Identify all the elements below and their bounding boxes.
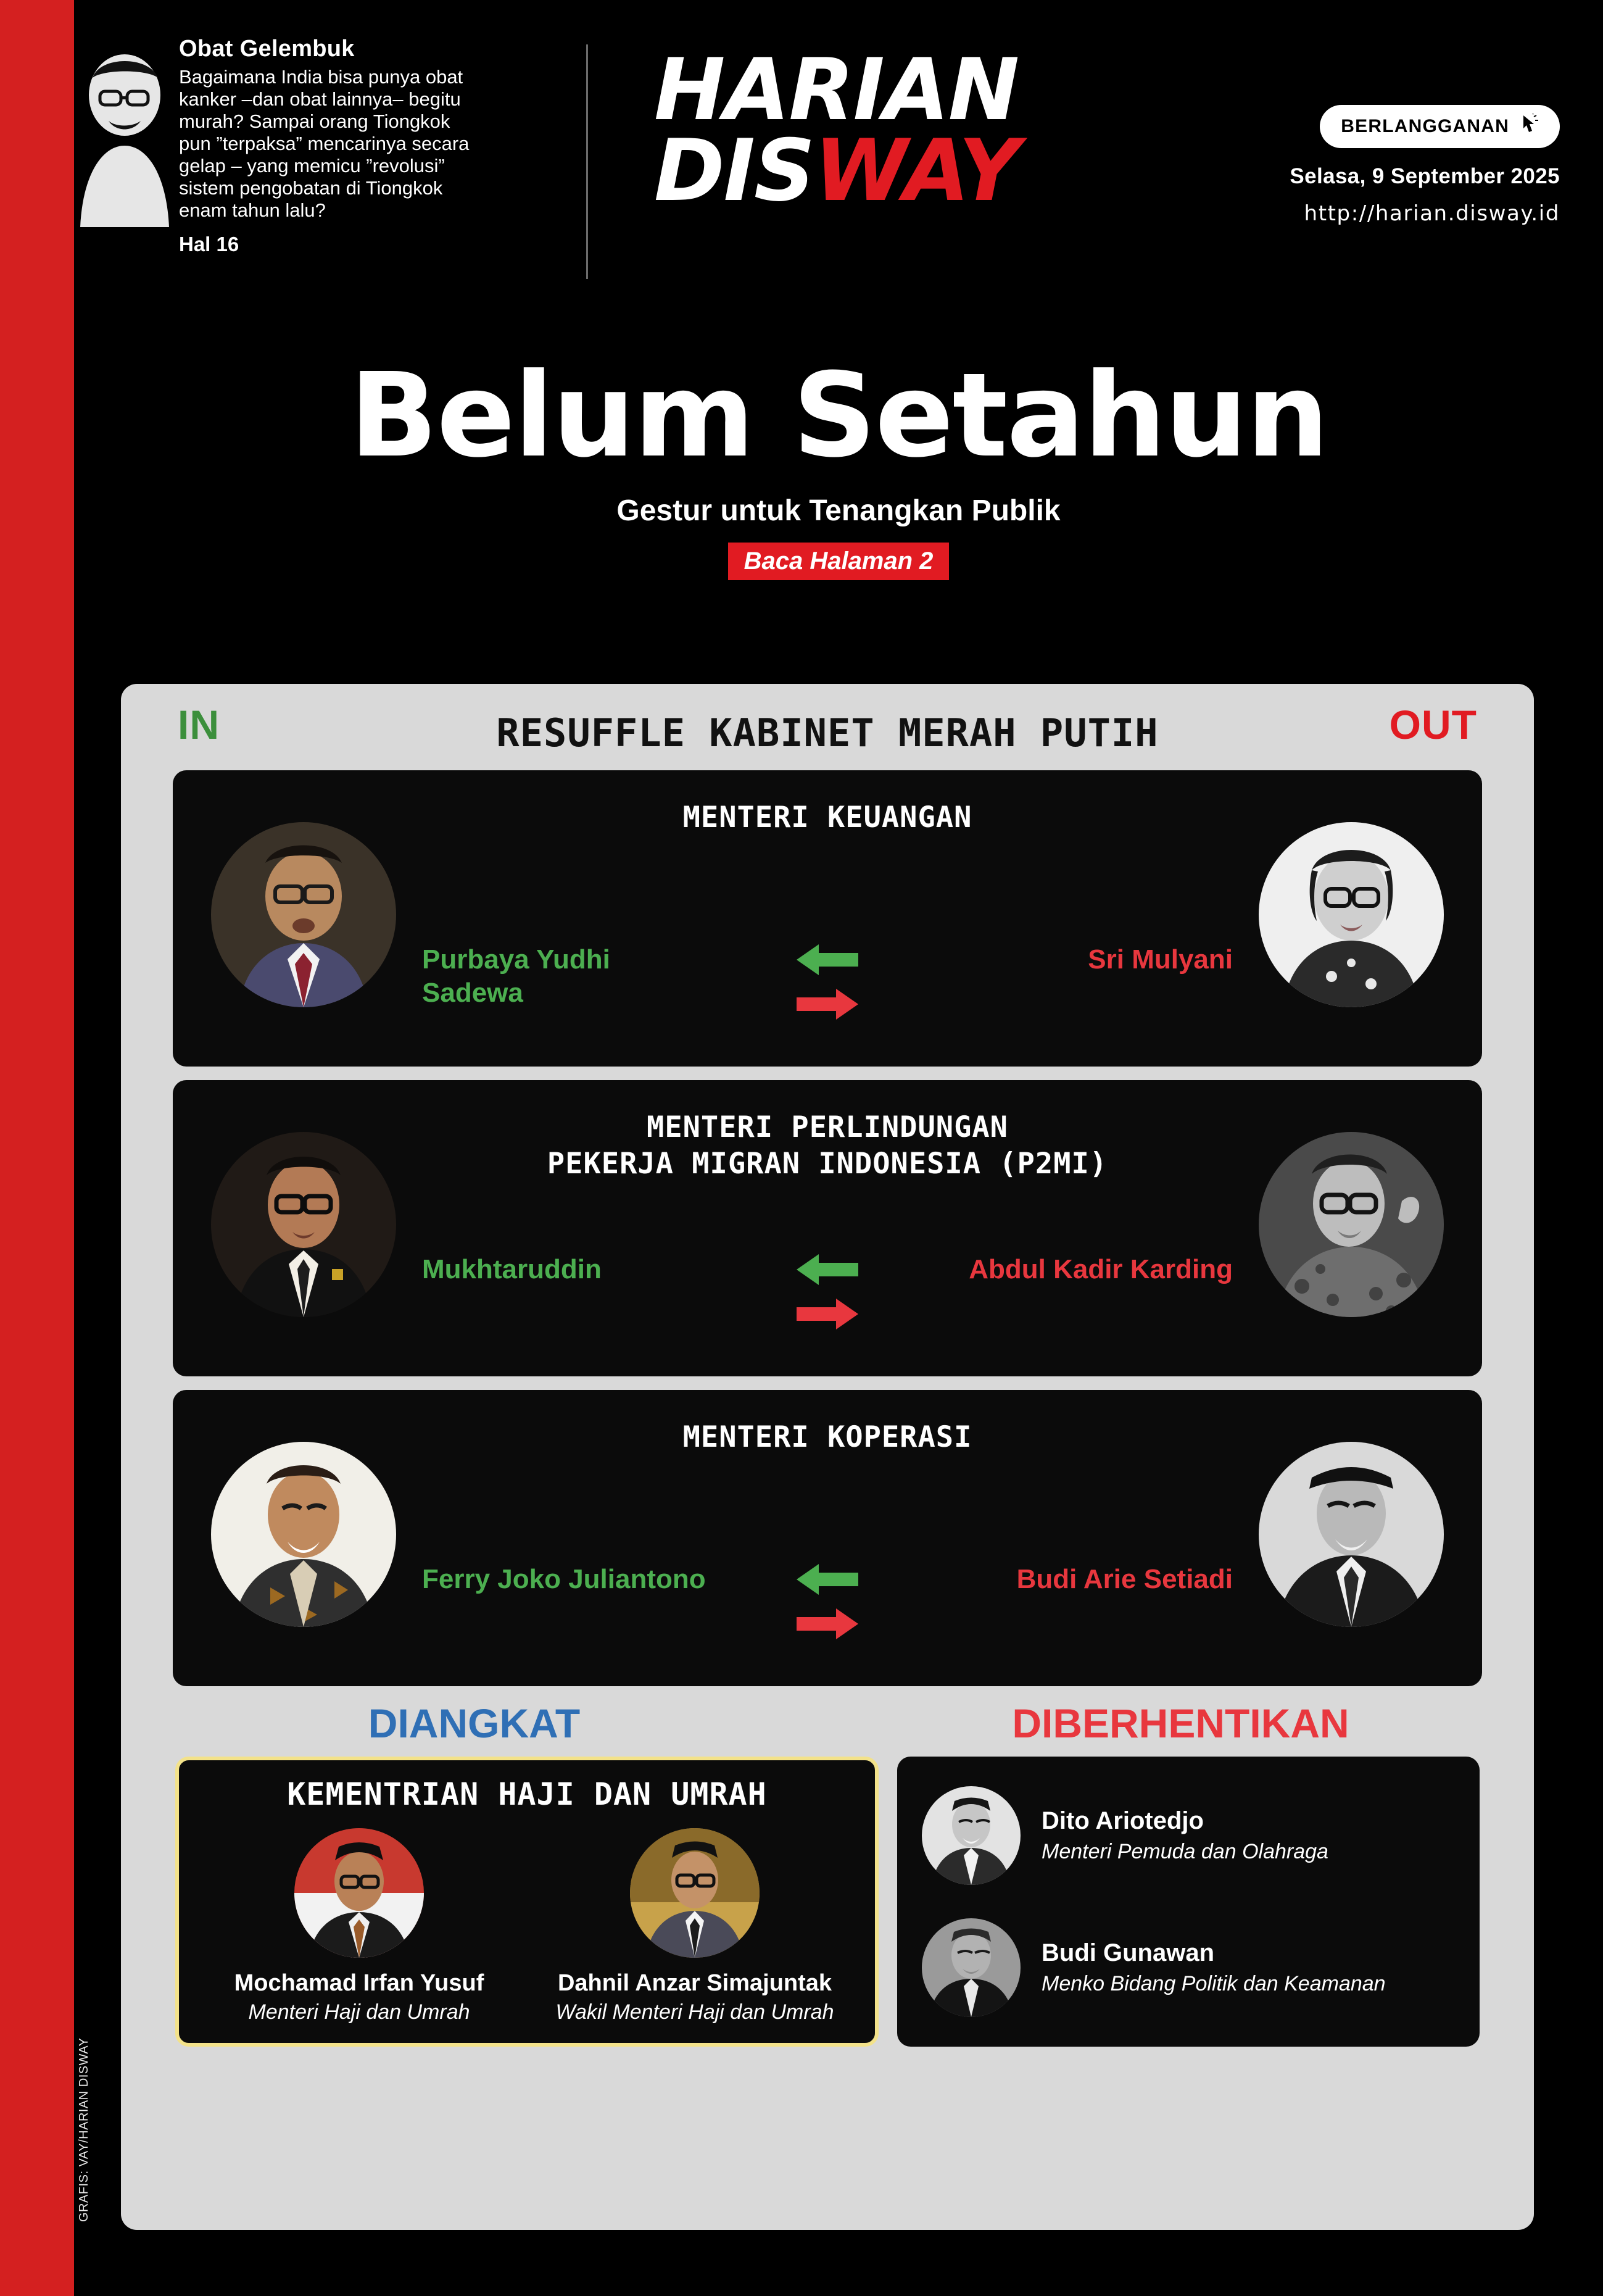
subscribe-label: BERLANGGANAN (1341, 116, 1509, 136)
avatar (211, 1442, 396, 1627)
red-spine (0, 0, 74, 2296)
dismissed-box (897, 1757, 1480, 2047)
swap-arrows (793, 1562, 862, 1642)
appointee-name: Dahnil Anzar Simajuntak (557, 1970, 832, 1996)
dismissed-info (1042, 1807, 1328, 1864)
infographic-header (121, 684, 1534, 770)
headline-block (74, 348, 1603, 580)
cursor-click-icon (1518, 114, 1539, 139)
dismissed-name: Budi Gunawan (1042, 1939, 1214, 1966)
outgoing-name: Budi Arie Setiadi (1016, 1564, 1233, 1594)
logo-line-disway (654, 121, 1197, 221)
row-ministry-title: MENTERI KEUANGAN (682, 801, 972, 834)
columnist-portrait-icon (68, 42, 179, 227)
row-ministry-title: MENTERI KOPERASI (682, 1420, 972, 1454)
appointed-box-title: KEMENTRIAN HAJI DAN UMRAH (287, 1776, 767, 1812)
dismissed-header: DIBERHENTIKAN (1012, 1700, 1349, 1746)
avatar (630, 1828, 760, 1958)
masthead (74, 0, 1603, 327)
read-more-badge[interactable]: Baca Halaman 2 (728, 543, 950, 580)
appointed-box (175, 1757, 879, 2047)
column-headers (121, 1700, 1534, 1747)
arrow-right-red-icon (793, 986, 862, 1022)
reshuffle-row (173, 1080, 1482, 1376)
avatar (1259, 1442, 1444, 1627)
in-column-label: IN (178, 702, 220, 747)
arrow-right-red-icon (793, 1296, 862, 1332)
website-url[interactable]: http://harian.disway.id (1304, 201, 1560, 226)
publication-logo (654, 40, 1197, 221)
arrow-left-green-icon (793, 942, 862, 978)
masthead-divider (586, 44, 588, 279)
appointee-role: Menteri Haji dan Umrah (248, 2000, 470, 2024)
dismissed-role: Menteri Pemuda dan Olahraga (1042, 1840, 1328, 1863)
graphic-credit: GRAFIS: VAY/HARIAN DISWAY (77, 2037, 91, 2222)
subscribe-button[interactable] (1320, 105, 1560, 148)
outgoing-name: Sri Mulyani (1088, 944, 1233, 975)
dismissed-role: Menko Bidang Politik dan Keamanan (1042, 1972, 1386, 1995)
dismissed-info (1042, 1939, 1386, 1996)
issue-date: Selasa, 9 September 2025 (1290, 164, 1560, 188)
avatar (922, 1918, 1021, 2017)
avatar (294, 1828, 424, 1958)
outgoing-name: Abdul Kadir Karding (969, 1254, 1233, 1284)
page-title: Belum Setahun (349, 348, 1328, 483)
bottom-columns (121, 1747, 1534, 2047)
masthead-right (1227, 105, 1560, 226)
swap-arrows (793, 942, 862, 1022)
infographic-title: RESUFFLE KABINET MERAH PUTIH (496, 710, 1159, 755)
incoming-name: Mukhtaruddin (422, 1254, 602, 1284)
list-item (205, 1828, 513, 2024)
arrow-left-green-icon (793, 1562, 862, 1597)
avatar (1259, 1132, 1444, 1317)
teaser-body: Bagaimana India bisa punya obat kanker –dan obat lainnya– begitu murah? Sampai orang Tiongkok pun ”terpaksa” mencarinya secara gelap – yang memicu ”revolusi” sistem pengobatan di Tiongkok enam tahun lalu? (179, 66, 470, 221)
avatar (1259, 822, 1444, 1007)
appointed-header: DIANGKAT (368, 1700, 581, 1746)
avatar (922, 1786, 1021, 1885)
logo-way: WAY (814, 121, 1019, 221)
arrow-left-green-icon (793, 1252, 862, 1287)
appointee-list (191, 1828, 863, 2024)
list-item (922, 1786, 1455, 1885)
headline-subtitle: Gestur untuk Tenangkan Publik (616, 494, 1061, 527)
swap-arrows (793, 1252, 862, 1332)
logo-line-harian: HARIAN (654, 40, 1019, 139)
logo-dis: DIS (654, 121, 814, 221)
row-ministry-title-line2: PEKERJA MIGRAN INDONESIA (P2MI) (547, 1146, 1108, 1181)
reshuffle-row (173, 770, 1482, 1067)
infographic-panel (121, 684, 1534, 2230)
teaser-page-ref: Hal 16 (179, 232, 239, 256)
dismissed-name: Dito Ariotedjo (1042, 1807, 1204, 1834)
incoming-name: Purbaya Yudhi Sadewa (422, 944, 610, 1008)
arrow-right-red-icon (793, 1606, 862, 1642)
appointee-name: Mochamad Irfan Yusuf (234, 1970, 484, 1996)
reshuffle-row (173, 1390, 1482, 1686)
incoming-name: Ferry Joko Juliantono (422, 1564, 706, 1594)
teaser-title: Obat Gelembuk (179, 36, 355, 62)
row-ministry-title-line1: MENTERI PERLINDUNGAN (647, 1110, 1008, 1144)
avatar (211, 822, 396, 1007)
list-item (541, 1828, 849, 2024)
appointee-role: Wakil Menteri Haji dan Umrah (555, 2000, 834, 2024)
out-column-label: OUT (1389, 702, 1477, 747)
list-item (922, 1918, 1455, 2017)
